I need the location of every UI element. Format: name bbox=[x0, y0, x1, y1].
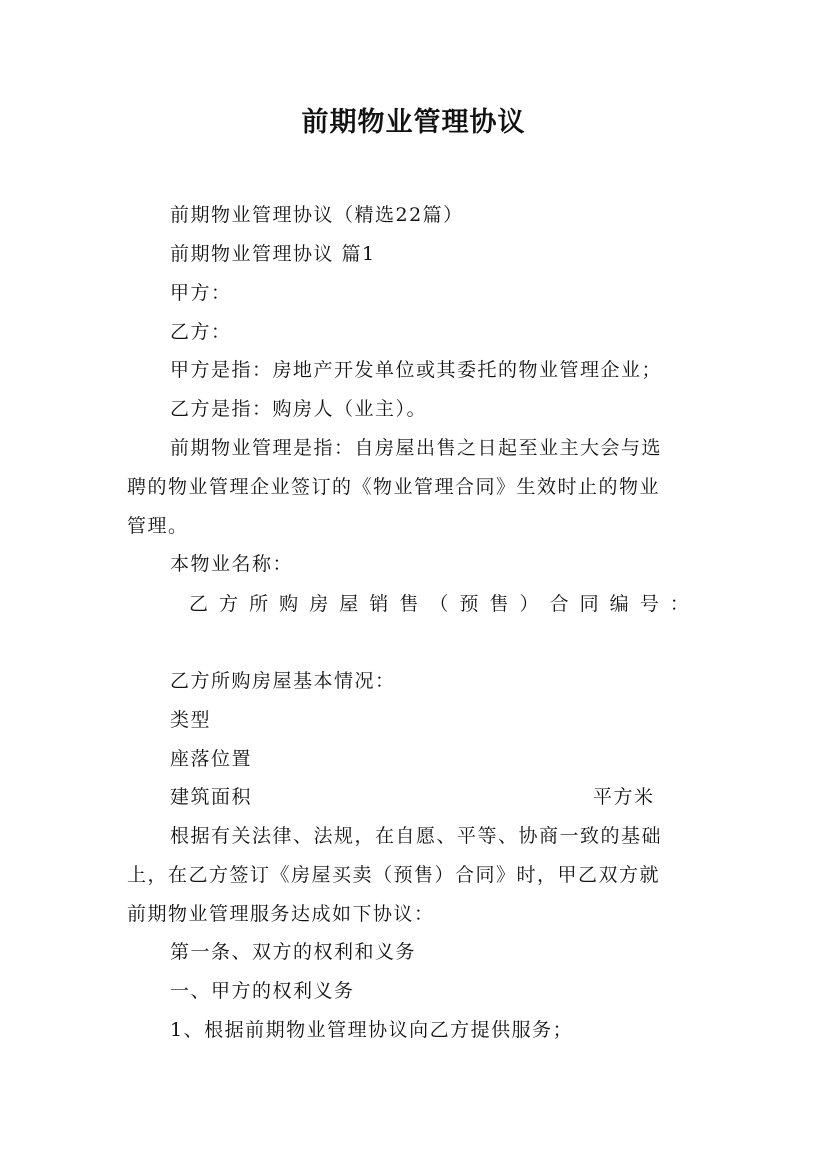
contract-number-char: 方 bbox=[219, 593, 239, 615]
area-field: 建筑面积 bbox=[170, 786, 253, 808]
contract-number-char: 销 bbox=[369, 593, 389, 615]
contract-number-char: （ bbox=[429, 593, 449, 615]
location-field: 座落位置 bbox=[170, 748, 253, 770]
list-item: 1、根据前期物业管理协议向乙方提供服务； bbox=[170, 1019, 574, 1041]
contract-number-char: 售 bbox=[399, 593, 419, 615]
area-unit: 平方米 bbox=[593, 786, 655, 808]
document-title: 前期物业管理协议 bbox=[301, 107, 526, 138]
paragraph-line: 前期物业管理服务达成如下协议： bbox=[127, 903, 435, 925]
article-heading: 第一条、双方的权利和义务 bbox=[170, 941, 417, 963]
contract-number-line bbox=[189, 589, 689, 616]
paragraph-line: 上，在乙方签订《房屋买卖（预售）合同》时，甲乙双方就 bbox=[127, 864, 661, 886]
contract-number-char: 号 bbox=[639, 593, 659, 615]
subtitle-line: 前期物业管理协议（精选22篇） bbox=[170, 204, 464, 226]
contract-number-char: 同 bbox=[579, 593, 599, 615]
paragraph-line: 前期物业管理是指：自房屋出售之日起至业主大会与选 bbox=[170, 437, 663, 459]
contract-number-char: 乙 bbox=[189, 593, 209, 615]
property-name-line: 本物业名称： bbox=[170, 553, 294, 575]
contract-number-char: 预 bbox=[459, 593, 479, 615]
paragraph-line: 根据有关法律、法规，在自愿、平等、协商一致的基础 bbox=[170, 825, 663, 847]
contract-number-char: 房 bbox=[309, 593, 329, 615]
contract-number-char: 购 bbox=[279, 593, 299, 615]
section-heading: 前期物业管理协议 篇1 bbox=[170, 243, 376, 265]
party-a-definition: 甲方是指：房地产开发单位或其委托的物业管理企业； bbox=[170, 359, 663, 381]
contract-number-char: 编 bbox=[609, 593, 629, 615]
house-info-heading: 乙方所购房屋基本情况： bbox=[170, 670, 396, 692]
party-b-line: 乙方： bbox=[170, 321, 232, 343]
paragraph-line: 聘的物业管理企业签订的《物业管理合同》生效时止的物业 bbox=[127, 476, 661, 498]
contract-number-char: ） bbox=[519, 593, 539, 615]
contract-number-char: 售 bbox=[489, 593, 509, 615]
contract-number-char: 屋 bbox=[339, 593, 359, 615]
contract-number-char: 合 bbox=[549, 593, 569, 615]
subsection-heading: 一、甲方的权利义务 bbox=[170, 980, 355, 1002]
paragraph-line: 管理。 bbox=[127, 515, 189, 537]
contract-number-char: 所 bbox=[249, 593, 269, 615]
party-a-line: 甲方： bbox=[170, 282, 232, 304]
party-b-definition: 乙方是指：购房人（业主）。 bbox=[170, 398, 428, 420]
contract-number-char: ： bbox=[669, 593, 689, 615]
type-field: 类型 bbox=[170, 709, 212, 731]
